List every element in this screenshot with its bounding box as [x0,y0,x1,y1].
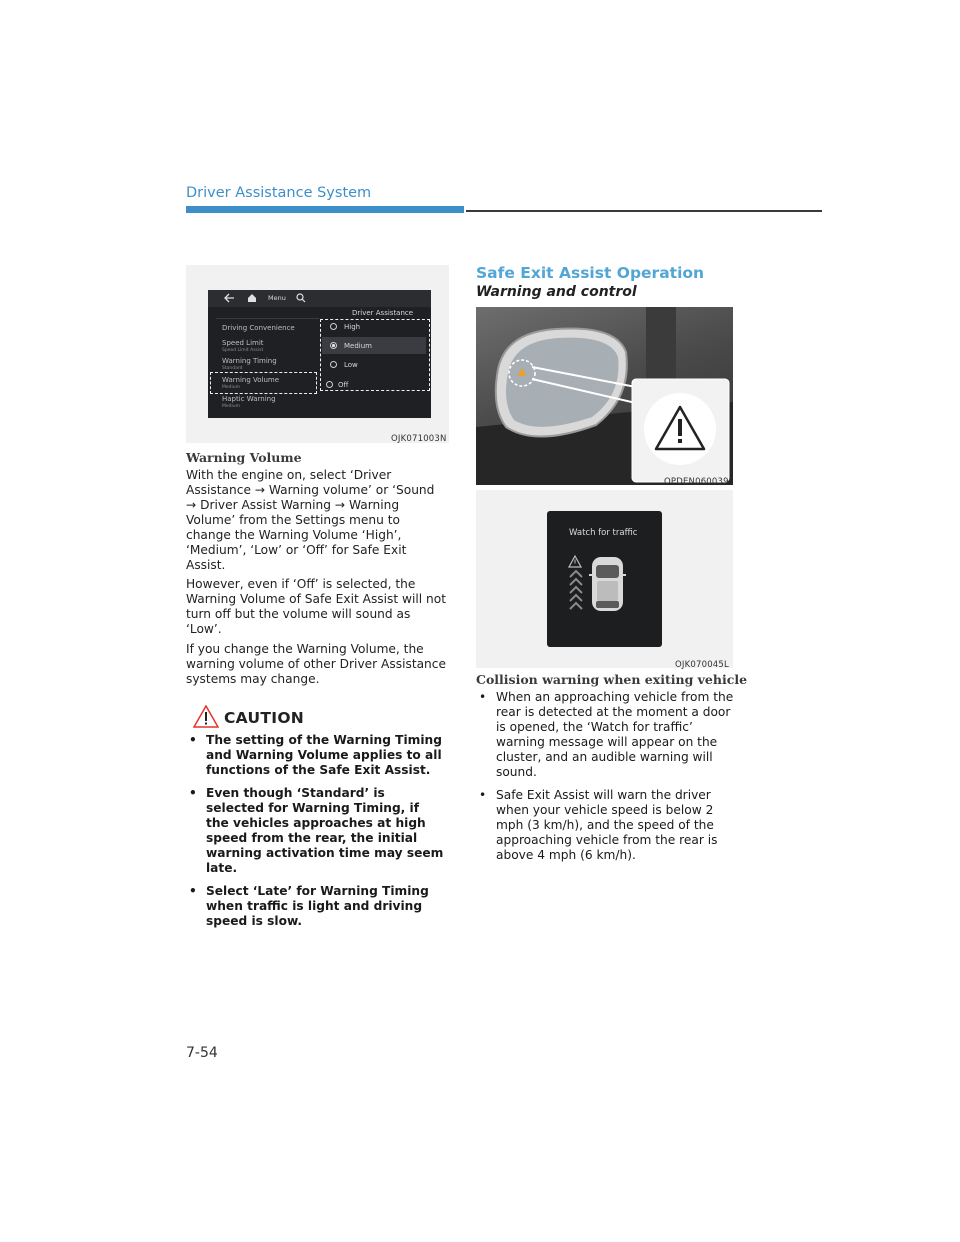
heading-safe-exit-assist: Safe Exit Assist Operation [476,264,705,282]
paragraph-warning-volume-2: However, even if ‘Off’ is selected, the Warning Volume of Safe Exit Assist will not turn off but the volume will sound as ‘Low’. [186,577,447,636]
menu-item-haptic-warning: Haptic Warning [222,395,276,403]
section-title: Driver Assistance System [186,185,372,201]
caution-title: CAUTION [224,709,305,727]
figure-side-mirror [476,307,733,485]
settings-screen [208,290,431,418]
caption-collision-warning: Collision warning when exiting vehicle [476,672,748,687]
caution-item: • Even though ‘Standard’ is selected for Warning Timing, if the vehicles approaches at high speed from the rear, the initial warning activation time may seem late. [186,786,444,876]
radio-off [326,381,333,388]
subheading-warning-control: Warning and control [476,284,637,300]
caution-item: • Select ‘Late’ for Warning Timing when traffic is light and driving speed is slow. [186,884,444,929]
menu-item-speed-limit-sub: Speed Limit Assist [222,348,264,353]
figure-code: OJK071003N [391,434,447,444]
screen-divider [216,318,319,319]
paragraph-warning-volume-1: With the engine on, select ‘Driver Assistance → Warning volume’ or ‘Sound → Driver Assist Warning → Warning Volume’ from the Settings menu to change the Warning Volume ‘High’, ‘Medium’, ‘Low’ or ‘Off’ for Safe Exit Assist. [186,468,435,572]
menu-label: Menu [268,294,286,302]
highlight-volume-options [320,319,430,391]
caption-warning-volume: Warning Volume [186,450,302,465]
radio-low [330,361,337,368]
figure3-code: OJK070045L [675,660,729,670]
menu-item-warning-volume-sub: Medium [222,385,240,390]
menu-item-warning-volume: Warning Volume [222,376,280,384]
car-warning-illustration [547,511,662,647]
cluster-display [547,511,662,647]
back-arrow-icon [224,293,235,303]
panel-title: Driver Assistance [352,309,414,317]
highlight-warning-volume [210,372,317,394]
page-number: 7-54 [186,1045,218,1061]
selected-option-bg [322,337,426,354]
caution-item: • The setting of the Warning Timing and Warning Volume applies to all functions of the Safe Exit Assist. [186,733,444,778]
radio-high [330,323,337,330]
caution-list [186,733,444,937]
collision-warning-item: • Safe Exit Assist will warn the driver when your vehicle speed is below 2 mph (3 km/h), and the speed of the approaching vehicle from the rear is above 4 mph (6 km/h). [476,788,734,863]
option-medium: Medium [344,342,372,350]
cluster-message: Watch for traffic [569,528,638,538]
side-mirror-illustration [476,307,733,485]
option-low: Low [344,361,358,369]
menu-item-warning-timing: Warning Timing [222,357,277,365]
caution-warning-icon [193,705,219,728]
option-off: Off [338,381,349,389]
collision-warning-item: • When an approaching vehicle from the rear is detected at the moment a door is opened, the ‘Watch for traffic’ warning message will appear on the cluster, and an audible warning will sound. [476,690,734,780]
option-high: High [344,323,361,331]
radio-medium [330,342,337,349]
search-icon [296,293,306,303]
screen-top-bar [208,290,431,307]
menu-item-haptic-warning-sub: Medium [222,404,240,409]
menu-item-warning-timing-sub: Standard [222,366,243,371]
figure2-code: OPDEN060039 [664,477,729,487]
header-rule [466,210,822,212]
header-rule-accent [186,206,464,213]
menu-item-speed-limit: Speed Limit [222,339,264,347]
collision-warning-list [476,690,734,871]
paragraph-warning-volume-3: If you change the Warning Volume, the warning volume of other Driver Assistance systems may change. [186,642,446,686]
home-icon [247,293,257,303]
menu-item-driving-convenience: Driving Convenience [222,324,295,332]
